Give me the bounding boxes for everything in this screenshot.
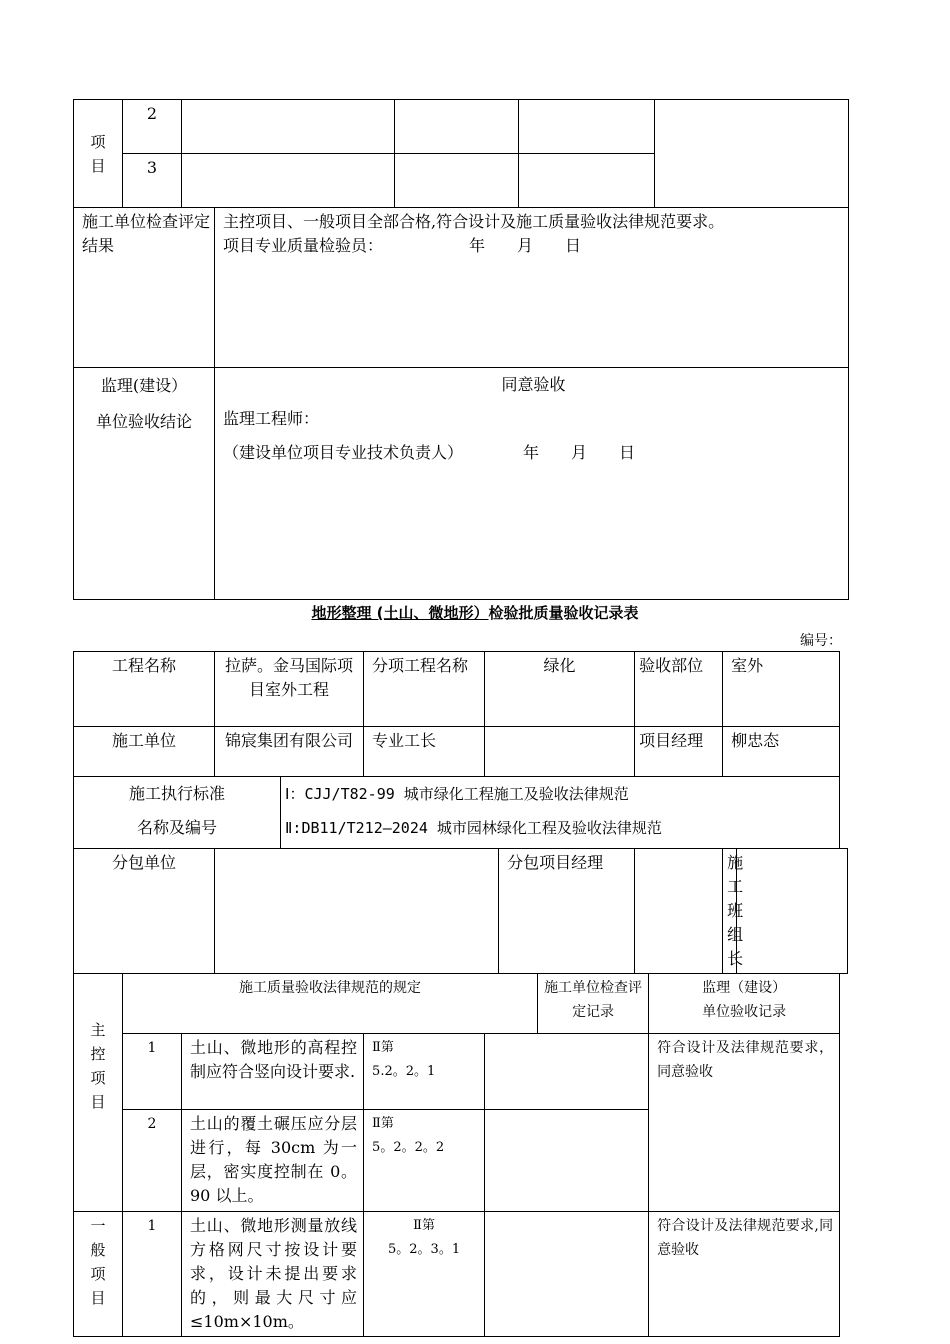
project-name-label: 工程名称 xyxy=(74,652,215,727)
supervision-record-header xyxy=(649,974,840,1034)
supervision-label-cell xyxy=(74,368,215,600)
contractor-value: 锦宸集团有限公司 xyxy=(215,727,364,777)
sub-project-label: 分项工程名称 xyxy=(364,652,485,727)
date-placeholder: 年 月 日 xyxy=(523,443,636,462)
owner-rep-label: （建设单位项目专业技术负责人） xyxy=(223,443,464,462)
sub-manager-label: 分包项目经理 xyxy=(499,849,635,974)
item-ref: Ⅱ第 5。2。3。1 xyxy=(364,1212,485,1337)
team-leader-label: 施工班组长 xyxy=(723,849,737,974)
contractor-label: 施工单位 xyxy=(74,727,215,777)
manager-value: 柳忠态 xyxy=(723,727,840,777)
top-table xyxy=(73,99,849,600)
standard-label: 施工执行标准 xyxy=(129,784,226,803)
team-leader-value xyxy=(737,849,848,974)
general-items-supervision: 符合设计及法律规范要求,同意验收 xyxy=(649,1212,840,1337)
agree-text: 同意验收 xyxy=(501,375,566,394)
item-text: 土山、微地形测量放线方格网尺寸按设计要求，设计未提出要求的，则最大尺寸应≤10m×10m。 xyxy=(182,1212,364,1337)
standard-values-cell xyxy=(281,777,840,849)
date-placeholder: 年 月 日 xyxy=(469,236,582,255)
engineer-label: 监理工程师： xyxy=(223,409,320,428)
sub-contractor-value xyxy=(215,849,499,974)
construction-result-text: 主控项目、一般项目全部合格,符合设计及施工质量验收法律规范要求。 xyxy=(223,212,725,231)
item-number: 2 xyxy=(123,1110,182,1212)
standard-1: Ⅰ：CJJ/T82-99 城市绿化工程施工及验收法律规范 xyxy=(285,785,629,803)
manager-label: 项目经理 xyxy=(635,727,723,777)
item-number: 1 xyxy=(123,1212,182,1337)
item-ref: Ⅱ第 5.2。2。1 xyxy=(364,1034,485,1110)
main-items-supervision: 符合设计及法律规范要求，同意验收 xyxy=(649,1034,840,1212)
row-number: 3 xyxy=(123,154,182,208)
construction-check-value xyxy=(485,1110,649,1212)
construction-check-value xyxy=(485,1034,649,1110)
item-text: 土山的覆土碾压应分层进行，每 30cm 为一层，密实度控制在 0。90 以上。 xyxy=(182,1110,364,1212)
sub-manager-value xyxy=(635,849,723,974)
standard-2: Ⅱ:DB11/T212—2024 城市园林绿化工程及验收法律规范 xyxy=(285,819,662,837)
inspector-label: 项目专业质量检验员： xyxy=(223,236,384,255)
item-ref: Ⅱ第 5。2。2。2 xyxy=(364,1110,485,1212)
foreman-label: 专业工长 xyxy=(364,727,485,777)
spec-column-header: 施工质量验收法律规范的规定 xyxy=(123,974,538,1034)
code-label: 编号： xyxy=(800,633,842,649)
construction-check-header: 施工单位检查评定记录 xyxy=(538,974,649,1034)
item-number: 1 xyxy=(123,1034,182,1110)
construction-result-cell xyxy=(215,208,849,368)
construction-result-label: 施工单位检查评定结果 xyxy=(74,208,215,368)
acceptance-part-label: 验收部位 xyxy=(635,652,723,727)
supervision-header-line: 监理（建设） xyxy=(702,980,787,996)
foreman-value xyxy=(485,727,635,777)
supervision-conclusion-cell xyxy=(215,368,849,600)
sub-project-value: 绿化 xyxy=(485,652,635,727)
project-name-value: 拉萨。金马国际项目室外工程 xyxy=(215,652,364,727)
acceptance-part-value: 室外 xyxy=(723,652,840,727)
form-title-underlined: 地形整理 (土山、微地形） xyxy=(311,604,489,622)
inspection-record-table xyxy=(73,651,848,1337)
item-label-cell: 项 目 xyxy=(74,100,123,208)
supervision-label: 单位验收结论 xyxy=(95,412,192,431)
general-items-label: 一 般 项 目 xyxy=(74,1212,123,1337)
form-title xyxy=(0,602,950,623)
item-text: 土山、微地形的高程控制应符合竖向设计要求. xyxy=(182,1034,364,1110)
standard-label-cell xyxy=(74,777,281,849)
supervision-label: 监理(建设） xyxy=(100,376,188,395)
construction-check-value xyxy=(485,1212,649,1337)
row-number: 2 xyxy=(123,100,182,154)
standard-label: 名称及编号 xyxy=(137,818,218,837)
form-title-rest: 检验批质量验收记录表 xyxy=(488,604,639,622)
sub-contractor-label: 分包单位 xyxy=(74,849,215,974)
supervision-header-line: 单位验收记录 xyxy=(702,1004,787,1020)
main-items-label: 主 控 项 目 xyxy=(74,974,123,1212)
